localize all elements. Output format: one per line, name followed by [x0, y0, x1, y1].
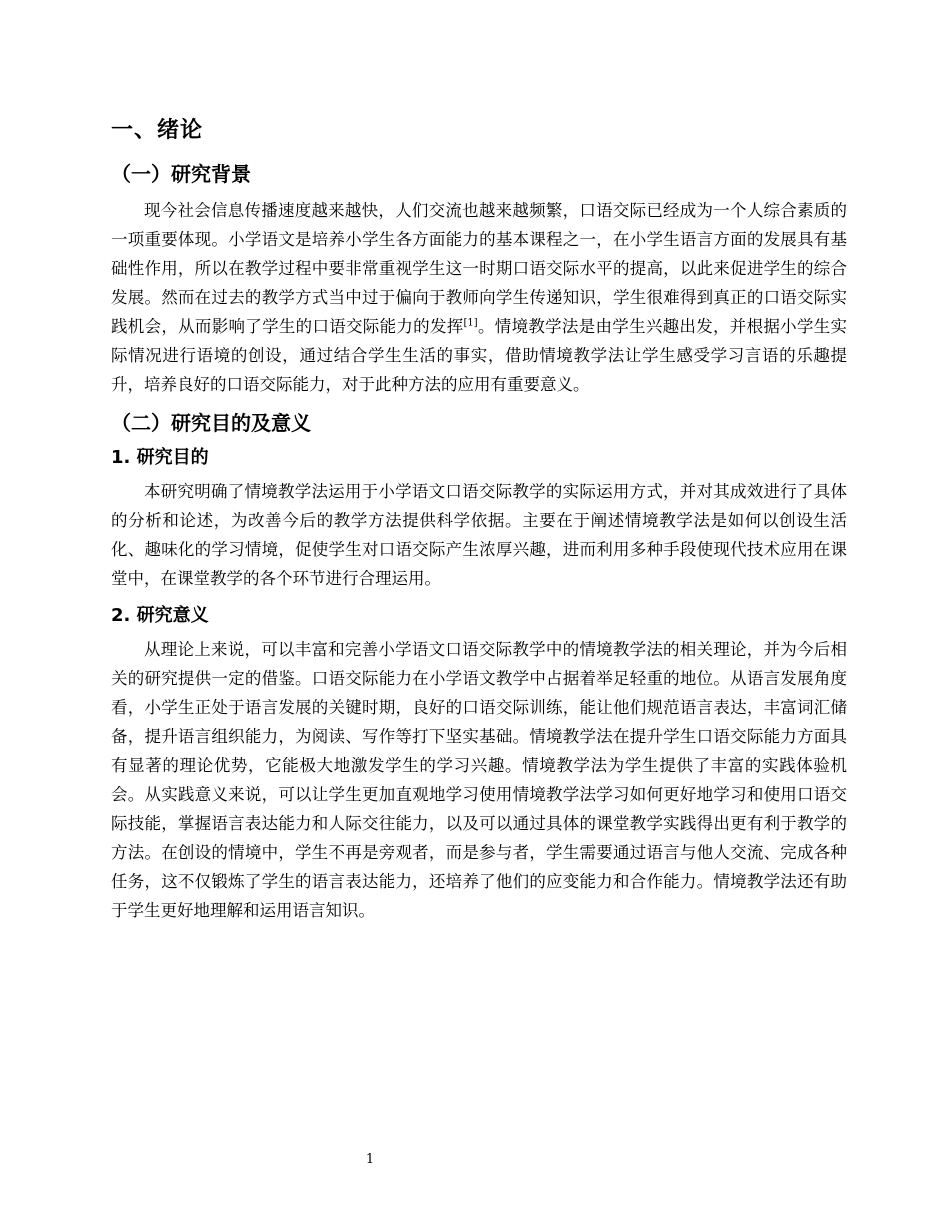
paragraph-background	[111, 196, 847, 399]
citation-marker[interactable]: [1]	[463, 317, 478, 329]
subsection-heading-significance: 2. 研究意义	[111, 605, 209, 626]
chapter-heading: 一、绪论	[111, 118, 204, 143]
section-heading-background: （一）研究背景	[111, 162, 251, 186]
subsection-heading-purpose: 1. 研究目的	[111, 447, 209, 468]
page-number: 1	[365, 1152, 375, 1167]
paragraph-purpose: 本研究明确了情境教学法运用于小学语文口语交际教学的实际运用方式，并对其成效进行了具体的分析和论述，为改善今后的教学方法提供科学依据。主要在于阐述情境教学法是如何以创设生活化、趣味化的学习情境，促使学生对口语交际产生浓厚兴趣，进而利用多种手段使现代技术应用在课堂中，在课堂教学的各个环节进行合理运用。	[111, 482, 847, 588]
paragraph-background-text-2: 。情境教学法是由学生兴趣出发，并根据小学生实际情况进行语境的创设，通过结合学生生活的事实，借助情境教学法让学生感受学习言语的乐趣提升，培养良好的口语交际能力，对于此种方法的应用有重要意义。	[111, 317, 848, 394]
paragraph-background-text-1: 现今社会信息传播速度越来越快，人们交流也越来越频繁，口语交际已经成为一个人综合素质的一项重要体现。小学语文是培养小学生各方面能力的基本课程之一，在小学生语言方面的发展具有基础性作用，所以在教学过程中要非常重视学生这一时期口语交际水平的提高，以此来促进学生的综合发展。然而在过去的教学方式当中过于偏向于教师向学生传递知识，学生很难得到真正的口语交际实践机会，从而影响了学生的口语交际能力的发挥	[111, 201, 847, 336]
paragraph-significance: 从理论上来说，可以丰富和完善小学语文口语交际教学中的情境教学法的相关理论，并为今后相关的研究提供一定的借鉴。口语交际能力在小学语文教学中占据着举足轻重的地位。从语言发展角度看，小学生正处于语言发展的关键时期，良好的口语交际训练，能让他们规范语言表达，丰富词汇储备，提升语言组织能力，为阅读、写作等打下坚实基础。情境教学法在提升学生口语交际能力方面具有显著的理论优势，它能极大地激发学生的学习兴趣。情境教学法为学生提供了丰富的实践体验机会。从实践意义来说，可以让学生更加直观地学习使用情境教学法学习如何更好地学习和使用口语交际技能，掌握语言表达能力和人际交往能力，以及可以通过具体的课堂教学实践得出更有利于教学的方法。在创设的情境中，学生不再是旁观者，而是参与者，学生需要通过语言与他人交流、完成各种任务，这不仅锻炼了学生的语言表达能力，还培养了他们的应变能力和合作能力。情境教学法还有助于学生更好地理解和运用语言知识。	[111, 640, 847, 920]
section-heading-purpose-significance: （二）研究目的及意义	[111, 411, 311, 435]
page-content	[111, 116, 847, 935]
